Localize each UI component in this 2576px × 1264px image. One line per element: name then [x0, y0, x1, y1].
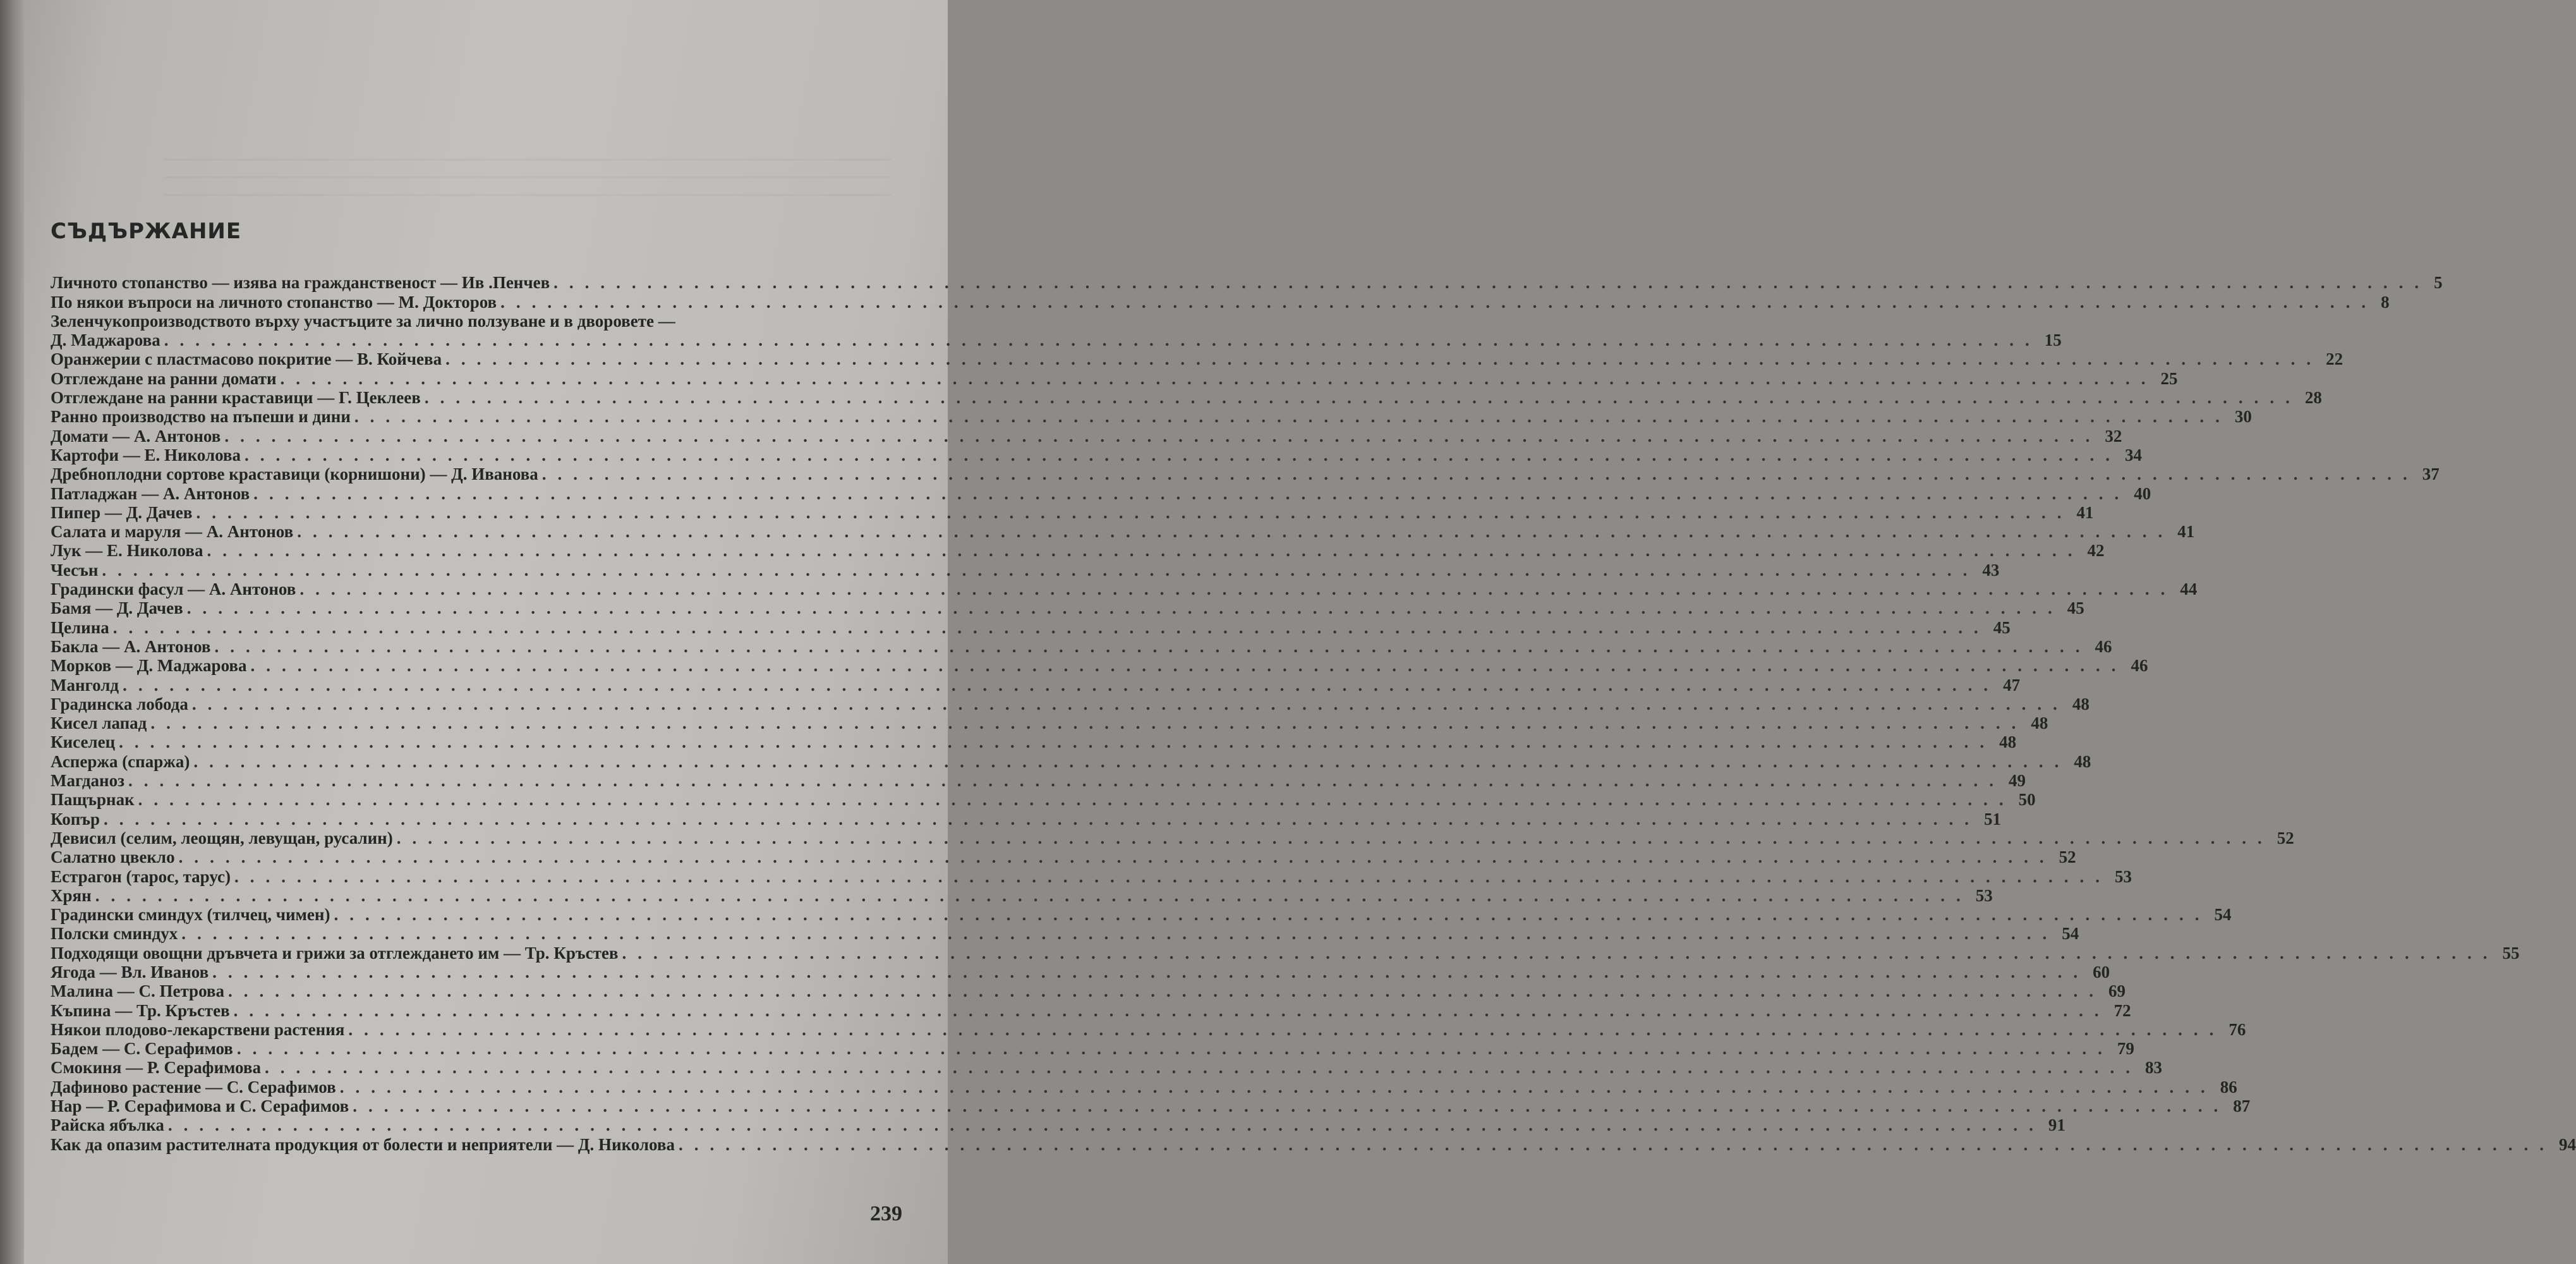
toc-entry-title: Бадем — С. Серафимов	[51, 1039, 233, 1059]
dot-leader: ........................................................................................................................	[119, 732, 1996, 752]
toc-entry	[51, 809, 2002, 829]
dot-leader: ........................................................................................................................	[424, 388, 2301, 408]
toc-entry-page: 52	[2277, 828, 2294, 848]
dot-leader: ........................................................................................................................	[280, 368, 2157, 388]
toc-entry	[51, 848, 2076, 867]
toc-entry-title: Естрагон (тарос, тарус)	[51, 866, 231, 886]
toc-entry-page: 49	[2008, 771, 2026, 791]
toc-entry	[51, 349, 2343, 369]
toc-entry	[51, 732, 2017, 752]
toc-entry	[51, 636, 2112, 656]
toc-entry-title: Целина	[51, 617, 109, 637]
toc-entry-title: Аспержа (спаржа)	[51, 751, 190, 771]
dot-leader: ........................................................................................................................	[167, 1115, 2045, 1135]
toc-entry-title: Кисел лапад	[51, 714, 147, 733]
table-of-contents	[51, 273, 2576, 1154]
toc-entry-title: Смокиня — Р. Серафимова	[51, 1058, 261, 1078]
toc-entry-page: 52	[2059, 848, 2076, 867]
toc-entry-title: Дребноплодни сортове краставици (корнишони) — Д. Иванова	[51, 465, 538, 484]
toc-entry-page: 48	[1999, 732, 2017, 752]
toc-entry-title: Патладжан — А. Антонов	[51, 483, 250, 503]
toc-entry	[51, 560, 2000, 580]
toc-entry	[51, 483, 2151, 503]
toc-entry-page: 42	[2087, 541, 2105, 561]
toc-entry-page: 41	[2076, 502, 2094, 522]
toc-entry-page: 60	[2093, 962, 2110, 981]
dot-leader: ........................................................................................................................	[123, 675, 2000, 695]
toc-entry-page: 5	[2434, 273, 2443, 293]
toc-entry-title: Дафиново растение — С. Серафимов	[51, 1077, 336, 1097]
toc-entry	[51, 312, 915, 331]
toc-entry-page: 48	[2074, 751, 2091, 771]
toc-entry-page: 48	[2031, 714, 2048, 733]
toc-entry-page: 87	[2233, 1097, 2251, 1116]
toc-entry	[51, 905, 2232, 925]
toc-entry	[51, 1115, 2065, 1135]
toc-entry	[51, 981, 2126, 1001]
toc-entry-page: 34	[2125, 445, 2142, 465]
toc-entry-title: Киселец	[51, 732, 116, 752]
toc-entry-title: Някои плодово-лекарствени растения	[51, 1019, 345, 1039]
toc-entry-title: Бакла — А. Антонов	[51, 636, 211, 656]
page-title: СЪДЪРЖАНИЕ	[51, 219, 242, 244]
book-gutter	[0, 0, 24, 1264]
dot-leader: ........................................................................................................................	[445, 349, 2323, 369]
toc-entry	[51, 1019, 2246, 1039]
dot-leader: ........................................................................................................................	[678, 1134, 2555, 1154]
toc-entry-title: Чесън	[51, 560, 99, 580]
toc-entry-page: 91	[2048, 1115, 2065, 1135]
toc-entry	[51, 885, 1993, 905]
toc-entry-page: 47	[2003, 675, 2021, 695]
dot-leader: ........................................................................................................................	[186, 599, 2064, 618]
dot-leader: ........................................................................................................................	[250, 656, 2127, 676]
dot-leader: ........................................................................................................................	[299, 580, 2177, 599]
dot-leader: ........................................................................................................................	[334, 905, 2211, 925]
toc-entry-title: Градинска лобода	[51, 694, 188, 714]
toc-entry-title: Градински сминдух (тилчец, чимен)	[51, 905, 330, 925]
toc-entry-page: 37	[2422, 465, 2440, 484]
toc-entry	[51, 924, 2079, 944]
toc-entry-page: 51	[1984, 809, 2002, 829]
toc-entry-page: 44	[2180, 580, 2198, 599]
toc-entry-page: 50	[2018, 790, 2036, 810]
dot-leader: ........................................................................................................................	[191, 694, 2069, 714]
toc-entry-title: Градински фасул — А. Антонов	[51, 580, 296, 599]
dot-leader: ........................................................................................................................	[196, 502, 2073, 522]
toc-entry-page: 43	[1982, 560, 2000, 580]
dot-leader: ........................................................................................................................	[253, 483, 2131, 503]
toc-entry-title: Морков — Д. Маджарова	[51, 656, 247, 676]
toc-entry-title: Девисил (селим, леощян, левущан, русалин)	[51, 828, 393, 848]
toc-entry-page: 53	[2114, 866, 2132, 886]
toc-entry-title: Ранно производство на пъпеши и дини	[51, 407, 351, 427]
toc-entry-page: 46	[2095, 636, 2112, 656]
toc-entry	[51, 599, 2084, 618]
toc-entry-title: Манголд	[51, 675, 119, 695]
toc-entry-page: 48	[2072, 694, 2089, 714]
dot-leader: ........................................................................................................................	[264, 1058, 2141, 1078]
dot-leader: ........................................................................................................................	[214, 636, 2091, 656]
toc-entry	[51, 751, 2091, 771]
toc-entry	[51, 694, 2089, 714]
toc-entry	[51, 790, 2036, 810]
toc-entry	[51, 771, 2026, 791]
toc-entry	[51, 828, 2294, 848]
toc-entry	[51, 656, 2148, 676]
dot-leader: ........................................................................................................................	[193, 751, 2071, 771]
toc-entry	[51, 541, 2105, 561]
toc-entry-title: Бамя — Д. Дачев	[51, 599, 183, 618]
dot-leader: ........................................................................................................................	[348, 1019, 2225, 1039]
toc-entry	[51, 1058, 2162, 1078]
toc-entry-title: Лук — Е. Николова	[51, 541, 203, 561]
toc-entry-title: Хрян	[51, 885, 92, 905]
toc-entry-title: Картофи — Е. Николова	[51, 445, 241, 465]
toc-entry-title: Пащърнак	[51, 790, 135, 810]
toc-entry	[51, 407, 2252, 427]
dot-leader: ........................................................................................................................	[227, 981, 2105, 1001]
dot-leader: ........................................................................................................................	[181, 924, 2059, 944]
toc-entry-page: 72	[2113, 1000, 2131, 1020]
toc-entry-title: Салата и маруля — А. Антонов	[51, 522, 294, 542]
toc-entry-title: Зеленчукопроизводството върху участъците за лично ползуване и в дворовете —	[51, 311, 675, 331]
toc-entry	[51, 445, 2142, 465]
dot-leader: ........................................................................................................................	[128, 771, 2005, 791]
toc-entry-title: Как да опазим растителната продукция от болести и неприятели — Д. Николова	[51, 1134, 675, 1154]
dot-leader: ........................................................................................................................	[622, 943, 2499, 963]
toc-entry	[51, 617, 2011, 637]
toc-entry-page: 54	[2214, 905, 2232, 925]
toc-entry-page: 54	[2062, 924, 2079, 944]
dot-leader: ........................................................................................................................	[236, 1039, 2113, 1059]
dot-leader: ........................................................................................................................	[164, 331, 2041, 350]
toc-entry-title: Салатно цвекло	[51, 848, 175, 867]
toc-entry-page: 69	[2108, 981, 2126, 1001]
dot-leader: ........................................................................................................................	[553, 273, 2431, 293]
toc-entry-title: Отглеждане на ранни краставици — Г. Цеклеев	[51, 388, 421, 408]
dot-leader: ........................................................................................................................	[233, 1000, 2110, 1020]
dot-leader: ........................................................................................................................	[150, 714, 2028, 733]
toc-entry	[51, 943, 2520, 963]
toc-entry	[51, 273, 2443, 293]
toc-entry	[51, 866, 2132, 886]
toc-entry-page: 15	[2044, 331, 2062, 350]
toc-entry	[51, 675, 2021, 695]
toc-entry	[51, 292, 2390, 312]
dot-leader: ........................................................................................................................	[234, 866, 2111, 886]
dot-leader: ........................................................................................................................	[245, 445, 2121, 465]
page-number: 239	[870, 1202, 902, 1225]
dot-leader: ........................................................................................................................	[297, 522, 2174, 542]
toc-entry	[51, 1000, 2131, 1020]
toc-entry-title: Д. Маджарова	[51, 331, 160, 350]
dot-leader: ........................................................................................................................	[353, 1097, 2230, 1116]
toc-entry	[51, 1097, 2251, 1116]
dot-leader: ........................................................................................................................	[224, 426, 2101, 446]
toc-entry-page: 25	[2160, 368, 2178, 388]
dot-leader: ........................................................................................................................	[104, 809, 1981, 829]
toc-entry-page: 94	[2558, 1134, 2576, 1154]
toc-entry-title: Малина — С. Петрова	[51, 981, 224, 1001]
dot-leader: ........................................................................................................................	[212, 962, 2089, 981]
show-through-text	[164, 145, 891, 196]
toc-entry-title: Къпина — Тр. Кръстев	[51, 1000, 230, 1020]
toc-entry	[51, 1039, 2134, 1059]
toc-entry-title: Личното стопанство — изява на гражданственост — Ив .Пенчев	[51, 273, 550, 293]
toc-entry-page: 53	[1975, 885, 1993, 905]
toc-entry-page: 55	[2502, 943, 2520, 963]
toc-entry-title: Подходящи овощни дръвчета и грижи за отглеждането им — Тр. Кръстев	[51, 943, 619, 963]
toc-entry	[51, 1134, 2576, 1154]
toc-entry	[51, 962, 2110, 981]
toc-entry	[51, 331, 2062, 350]
dot-leader: ........................................................................................................................	[178, 848, 2055, 867]
toc-entry-title: Нар — Р. Серафимова и С. Серафимов	[51, 1097, 349, 1116]
toc-entry	[51, 368, 2178, 388]
toc-entry-title: Полски сминдух	[51, 924, 178, 944]
toc-entry-title: Домати — А. Антонов	[51, 426, 221, 446]
toc-entry-page: 86	[2220, 1077, 2237, 1097]
toc-entry-title: Копър	[51, 809, 100, 829]
toc-entry-title: Пипер — Д. Дачев	[51, 502, 193, 522]
dot-leader: ........................................................................................................................	[138, 790, 2015, 810]
toc-entry	[51, 426, 2122, 446]
toc-entry-title: Ягода — Вл. Иванов	[51, 962, 209, 981]
toc-entry-page: 8	[2381, 292, 2390, 312]
toc-entry	[51, 522, 2195, 542]
toc-entry-page: 76	[2228, 1019, 2246, 1039]
toc-entry-title: Оранжерии с пластмасово покритие — В. Койчева	[51, 349, 442, 369]
dot-leader: ........................................................................................................................	[500, 292, 2378, 312]
dot-leader: ........................................................................................................................	[541, 465, 2419, 484]
toc-entry-page: 30	[2234, 407, 2252, 427]
dot-leader: ........................................................................................................................	[112, 617, 1990, 637]
dot-leader: ........................................................................................................................	[95, 885, 1972, 905]
toc-entry	[51, 502, 2094, 522]
toc-entry-title: Райска ябълка	[51, 1115, 164, 1135]
dot-leader: ........................................................................................................................	[339, 1077, 2216, 1097]
toc-entry	[51, 714, 2048, 733]
toc-entry	[51, 465, 2440, 484]
dot-leader: ........................................................................................................................	[396, 828, 2273, 848]
toc-entry-page: 45	[1993, 617, 2011, 637]
toc-entry	[51, 580, 2198, 599]
dot-leader: ........................................................................................................................	[354, 407, 2231, 427]
toc-entry-page: 40	[2134, 483, 2151, 503]
toc-entry-page: 45	[2067, 599, 2084, 618]
toc-entry-page: 32	[2105, 426, 2122, 446]
toc-entry-page: 83	[2144, 1058, 2162, 1078]
toc-entry-title: Магданоз	[51, 771, 124, 791]
toc-entry-title: По някои въпроси на личното стопанство — М. Докторов	[51, 292, 497, 312]
toc-entry-page: 28	[2304, 388, 2322, 408]
dot-leader: ........................................................................................................................	[102, 560, 1979, 580]
toc-entry-page: 46	[2131, 656, 2148, 676]
toc-entry	[51, 1077, 2237, 1097]
toc-entry-title: Отглеждане на ранни домати	[51, 368, 277, 388]
dot-leader: ........................................................................................................................	[207, 541, 2084, 561]
toc-entry-page: 22	[2326, 349, 2343, 369]
toc-entry-page: 79	[2117, 1039, 2134, 1059]
toc-entry-page: 41	[2177, 522, 2195, 542]
toc-entry	[51, 388, 2322, 408]
